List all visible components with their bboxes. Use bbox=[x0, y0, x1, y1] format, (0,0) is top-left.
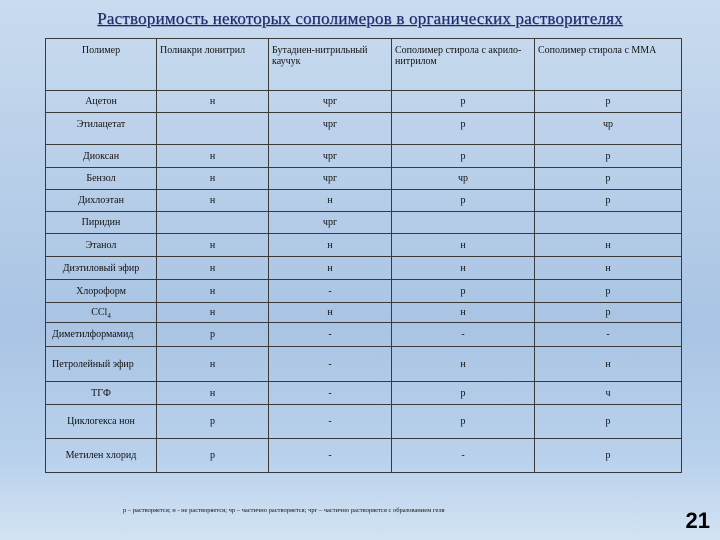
table-cell: р bbox=[535, 439, 682, 473]
table-row bbox=[46, 234, 682, 257]
table-cell: н bbox=[157, 91, 269, 113]
table-row bbox=[46, 347, 682, 382]
table-cell: н bbox=[535, 257, 682, 280]
table-cell: - bbox=[269, 405, 392, 439]
table-cell: н bbox=[392, 347, 535, 382]
solvent-name: Диметилформамид bbox=[46, 323, 157, 347]
solvent-name bbox=[46, 303, 157, 323]
table-row bbox=[46, 212, 682, 234]
solvent-name: Метилен хлорид bbox=[46, 439, 157, 473]
table-cell: р bbox=[392, 280, 535, 303]
table-cell: - bbox=[269, 323, 392, 347]
table-cell: чрг bbox=[269, 212, 392, 234]
table-row bbox=[46, 91, 682, 113]
solvent-name: Хлороформ bbox=[46, 280, 157, 303]
table-cell: - bbox=[535, 323, 682, 347]
table-row bbox=[46, 168, 682, 190]
table-row bbox=[46, 405, 682, 439]
table-cell: р bbox=[535, 145, 682, 168]
table-cell: р bbox=[157, 439, 269, 473]
table-cell: чрг bbox=[269, 168, 392, 190]
header-polyacrylonitrile: Полиакри лонитрил bbox=[157, 39, 269, 91]
table-row bbox=[46, 323, 682, 347]
table-row bbox=[46, 439, 682, 473]
table-cell: р bbox=[157, 323, 269, 347]
table-cell: р bbox=[535, 405, 682, 439]
header-styrene-acrylonitrile: Сополимер стирола с акрило-нитрилом bbox=[392, 39, 535, 91]
table-cell: н bbox=[157, 190, 269, 212]
table-row bbox=[46, 145, 682, 168]
table-cell: р bbox=[157, 405, 269, 439]
ccl-formula: CCl bbox=[91, 307, 108, 318]
table-cell: р bbox=[392, 405, 535, 439]
table-cell: р bbox=[392, 113, 535, 145]
header-nitrile-rubber: Бутадиен-нитрильный каучук bbox=[269, 39, 392, 91]
ccl-subscript: 4 bbox=[107, 312, 111, 320]
table-cell bbox=[392, 212, 535, 234]
table-cell: р bbox=[392, 91, 535, 113]
table-cell: н bbox=[269, 234, 392, 257]
table-cell bbox=[157, 113, 269, 145]
table-cell: ч bbox=[535, 382, 682, 405]
solvent-name: Этанол bbox=[46, 234, 157, 257]
table-cell: н bbox=[157, 280, 269, 303]
solvent-name: Циклогекса нон bbox=[46, 405, 157, 439]
table-cell: - bbox=[269, 439, 392, 473]
solvent-name: Дихлоэтан bbox=[46, 190, 157, 212]
table-cell: - bbox=[269, 280, 392, 303]
solvent-name: Пиридин bbox=[46, 212, 157, 234]
solvent-name: Петролейный эфир bbox=[46, 347, 157, 382]
table-cell: н bbox=[269, 190, 392, 212]
table-cell: н bbox=[535, 347, 682, 382]
table-cell: р bbox=[535, 303, 682, 323]
solubility-table bbox=[45, 38, 682, 473]
solvent-name: Этилацетат bbox=[46, 113, 157, 145]
table-cell: н bbox=[269, 303, 392, 323]
table-row bbox=[46, 113, 682, 145]
table-cell: р bbox=[535, 190, 682, 212]
table-cell: р bbox=[392, 190, 535, 212]
table-cell: - bbox=[392, 323, 535, 347]
table-cell: н bbox=[157, 382, 269, 405]
table-cell: н bbox=[157, 303, 269, 323]
table-cell: н bbox=[392, 257, 535, 280]
table-cell: н bbox=[269, 257, 392, 280]
table-cell: - bbox=[269, 347, 392, 382]
table-cell: н bbox=[157, 145, 269, 168]
solvent-name: ТГФ bbox=[46, 382, 157, 405]
legend-footnote: р – растворяется; н - не растворяется; чр – частично растворяется; чрг – частично растворяется с образованием геля bbox=[123, 507, 445, 514]
table-row bbox=[46, 280, 682, 303]
table-cell bbox=[157, 212, 269, 234]
table-cell: н bbox=[157, 347, 269, 382]
table-cell: н bbox=[157, 168, 269, 190]
table-row bbox=[46, 303, 682, 323]
table-cell: р bbox=[535, 168, 682, 190]
solvent-name: Ацетон bbox=[46, 91, 157, 113]
table-cell: р bbox=[392, 145, 535, 168]
solvent-name: Диэтиловый эфир bbox=[46, 257, 157, 280]
table-cell: чр bbox=[535, 113, 682, 145]
page-number: 21 bbox=[685, 508, 710, 533]
table-cell: - bbox=[392, 439, 535, 473]
solvent-name: Бензол bbox=[46, 168, 157, 190]
table-cell: - bbox=[269, 382, 392, 405]
header-polymer: Полимер bbox=[46, 39, 157, 91]
table-cell: н bbox=[535, 234, 682, 257]
table-cell: н bbox=[392, 303, 535, 323]
table-cell bbox=[535, 212, 682, 234]
header-row bbox=[46, 39, 682, 91]
table-cell: н bbox=[157, 257, 269, 280]
table-cell: р bbox=[392, 382, 535, 405]
table-row bbox=[46, 257, 682, 280]
table-cell: н bbox=[392, 234, 535, 257]
table-cell: чрг bbox=[269, 91, 392, 113]
header-styrene-mma: Сополимер стирола с ММА bbox=[535, 39, 682, 91]
table-cell: чрг bbox=[269, 113, 392, 145]
table-cell: р bbox=[535, 280, 682, 303]
slide-title: Растворимость некоторых сополимеров в органических растворителях bbox=[97, 9, 623, 28]
table-row bbox=[46, 382, 682, 405]
table-row bbox=[46, 190, 682, 212]
table-cell: н bbox=[157, 234, 269, 257]
table-cell: чр bbox=[392, 168, 535, 190]
solvent-name: Диоксан bbox=[46, 145, 157, 168]
table-cell: р bbox=[535, 91, 682, 113]
table-cell: чрг bbox=[269, 145, 392, 168]
